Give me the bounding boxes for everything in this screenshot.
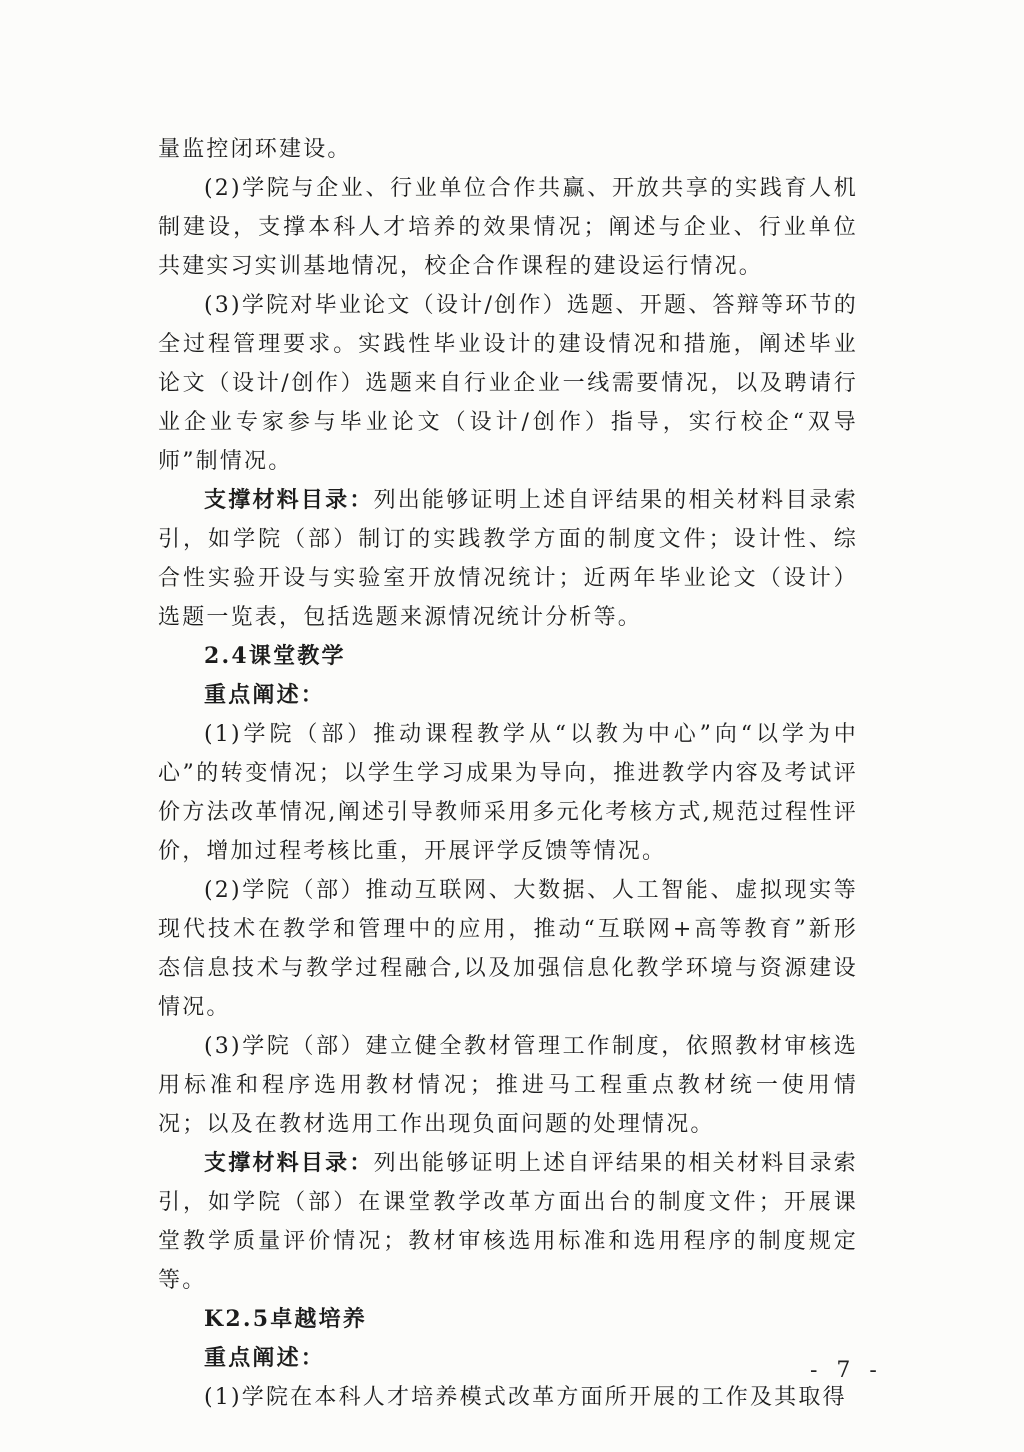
paragraph: (3)学院对毕业论文（设计/创作）选题、开题、答辩等环节的全过程管理要求。实践性毕业设计的建设情况和措施，阐述毕业论文（设计/创作）选题来自行业企业一线需要情况，以及聘请行业企业专家参与毕业论文（设计/创作）指导，实行校企“双导师”制情况。 <box>158 293 858 474</box>
support-materials-text: 列出能够证明上述自评结果的相关材料目录索引，如学院（部）制订的实践教学方面的制度文件；设计性、综合性实验开设与实验室开放情况统计；近两年毕业论文（设计）选题一览表，包括选题来源情况统计分析等。 <box>158 488 858 630</box>
support-materials-text: 列出能够证明上述自评结果的相关材料目录索引，如学院（部）在课堂教学改革方面出台的制度文件；开展课堂教学质量评价情况；教材审核选用标准和选用程序的制度规定等。 <box>158 1151 858 1293</box>
subheading: 重点阐述： <box>204 1345 326 1371</box>
support-materials-paragraph <box>158 481 858 637</box>
support-materials-label: 支撑材料目录： <box>204 1150 374 1176</box>
paragraph: (1)学院在本科人才培养模式改革方面所开展的工作及其取得 <box>204 1385 847 1410</box>
paragraph: 量监控闭环建设。 <box>158 137 352 162</box>
subheading: 重点阐述： <box>204 682 326 708</box>
section-heading: K2.5卓越培养 <box>204 1306 367 1332</box>
paragraph: (2)学院（部）推动互联网、大数据、人工智能、虚拟现实等现代技术在教学和管理中的应用，推动“互联网+高等教育”新形态信息技术与教学过程融合,以及加强信息化教学环境与资源建设情况。 <box>158 878 858 1020</box>
document-body <box>158 130 858 1417</box>
support-materials-label: 支撑材料目录： <box>204 487 374 513</box>
paragraph: (3)学院（部）建立健全教材管理工作制度，依照教材审核选用标准和程序选用教材情况；推进马工程重点教材统一使用情况；以及在教材选用工作出现负面问题的处理情况。 <box>158 1034 858 1137</box>
page-number: - 7 - <box>810 1358 883 1383</box>
paragraph: (1)学院（部）推动课程教学从“以教为中心”向“以学为中心”的转变情况；以学生学习成果为导向，推进教学内容及考试评价方法改革情况,阐述引导教师采用多元化考核方式,规范过程性评价，增加过程考核比重，开展评学反馈等情况。 <box>158 722 858 864</box>
support-materials-paragraph <box>158 1144 858 1300</box>
section-heading: 2.4课堂教学 <box>204 643 346 669</box>
paragraph: (2)学院与企业、行业单位合作共赢、开放共享的实践育人机制建设，支撑本科人才培养的效果情况；阐述与企业、行业单位共建实习实训基地情况，校企合作课程的建设运行情况。 <box>158 176 858 279</box>
